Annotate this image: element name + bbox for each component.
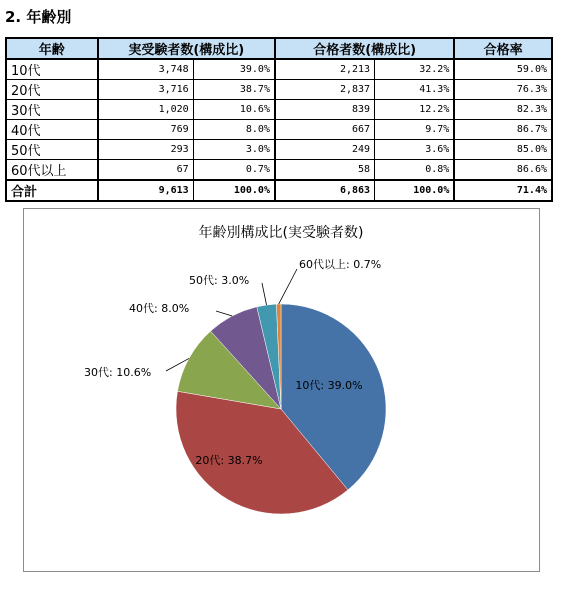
examinees-cell: 293 [98,140,194,160]
data-label-0: 10代: 39.0% [295,379,363,392]
pass-rate-cell: 82.3% [454,100,552,120]
table-header-row [6,38,552,59]
passers-cell: 2,213 [275,59,375,80]
table-row [6,100,552,120]
total-passers: 6,863 [275,180,375,201]
pie-chart [24,209,539,571]
total-pass-rate: 71.4% [454,180,552,201]
pie-chart-area [23,208,540,572]
passers-cell: 249 [275,140,375,160]
examinees-pct-cell: 0.7% [193,160,275,181]
examinees-pct-cell: 8.0% [193,120,275,140]
table-row [6,120,552,140]
pass-rate-cell: 76.3% [454,80,552,100]
pass-rate-cell: 86.7% [454,120,552,140]
data-label-3: 40代: 8.0% [129,302,190,315]
total-row [6,180,552,201]
age-cell: 40代 [6,120,98,140]
examinees-pct-cell: 10.6% [193,100,275,120]
passers-cell: 839 [275,100,375,120]
passers-cell: 2,837 [275,80,375,100]
header-age: 年齢 [6,38,98,59]
age-cell: 60代以上 [6,160,98,181]
examinees-cell: 67 [98,160,194,181]
passers-cell: 667 [275,120,375,140]
header-pass-rate: 合格率 [454,38,552,59]
pass-rate-cell: 85.0% [454,140,552,160]
examinees-cell: 3,716 [98,80,194,100]
passers-pct-cell: 3.6% [375,140,455,160]
examinees-cell: 1,020 [98,100,194,120]
passers-pct-cell: 32.2% [375,59,455,80]
examinees-pct-cell: 3.0% [193,140,275,160]
data-label-4: 50代: 3.0% [189,274,250,287]
age-cell: 50代 [6,140,98,160]
leader-line-3 [216,311,232,316]
data-label-5: 60代以上: 0.7% [299,258,382,271]
passers-pct-cell: 0.8% [375,160,455,181]
examinees-pct-cell: 39.0% [193,59,275,80]
total-examinees: 9,613 [98,180,194,201]
leader-line-5 [279,269,297,304]
header-examinees: 実受験者数(構成比) [98,38,275,59]
examinees-pct-cell: 38.7% [193,80,275,100]
age-cell: 30代 [6,100,98,120]
leader-line-4 [262,283,267,305]
table-row [6,59,552,80]
passers-pct-cell: 41.3% [375,80,455,100]
data-label-1: 20代: 38.7% [195,454,263,467]
data-label-2: 30代: 10.6% [84,366,152,379]
examinees-cell: 769 [98,120,194,140]
passers-cell: 58 [275,160,375,181]
examinees-cell: 3,748 [98,59,194,80]
chart-title: 年齢別構成比(実受験者数) [198,225,364,241]
total-passers-pct: 100.0% [375,180,455,201]
total-label: 合計 [6,180,98,201]
age-cell: 20代 [6,80,98,100]
table-row [6,160,552,181]
passers-pct-cell: 9.7% [375,120,455,140]
age-table [5,37,553,202]
total-examinees-pct: 100.0% [193,180,275,201]
passers-pct-cell: 12.2% [375,100,455,120]
pass-rate-cell: 86.6% [454,160,552,181]
pass-rate-cell: 59.0% [454,59,552,80]
section-title: 2. 年齢別 [5,8,72,26]
table-row [6,80,552,100]
header-passers: 合格者数(構成比) [275,38,454,59]
age-cell: 10代 [6,59,98,80]
table-row [6,140,552,160]
